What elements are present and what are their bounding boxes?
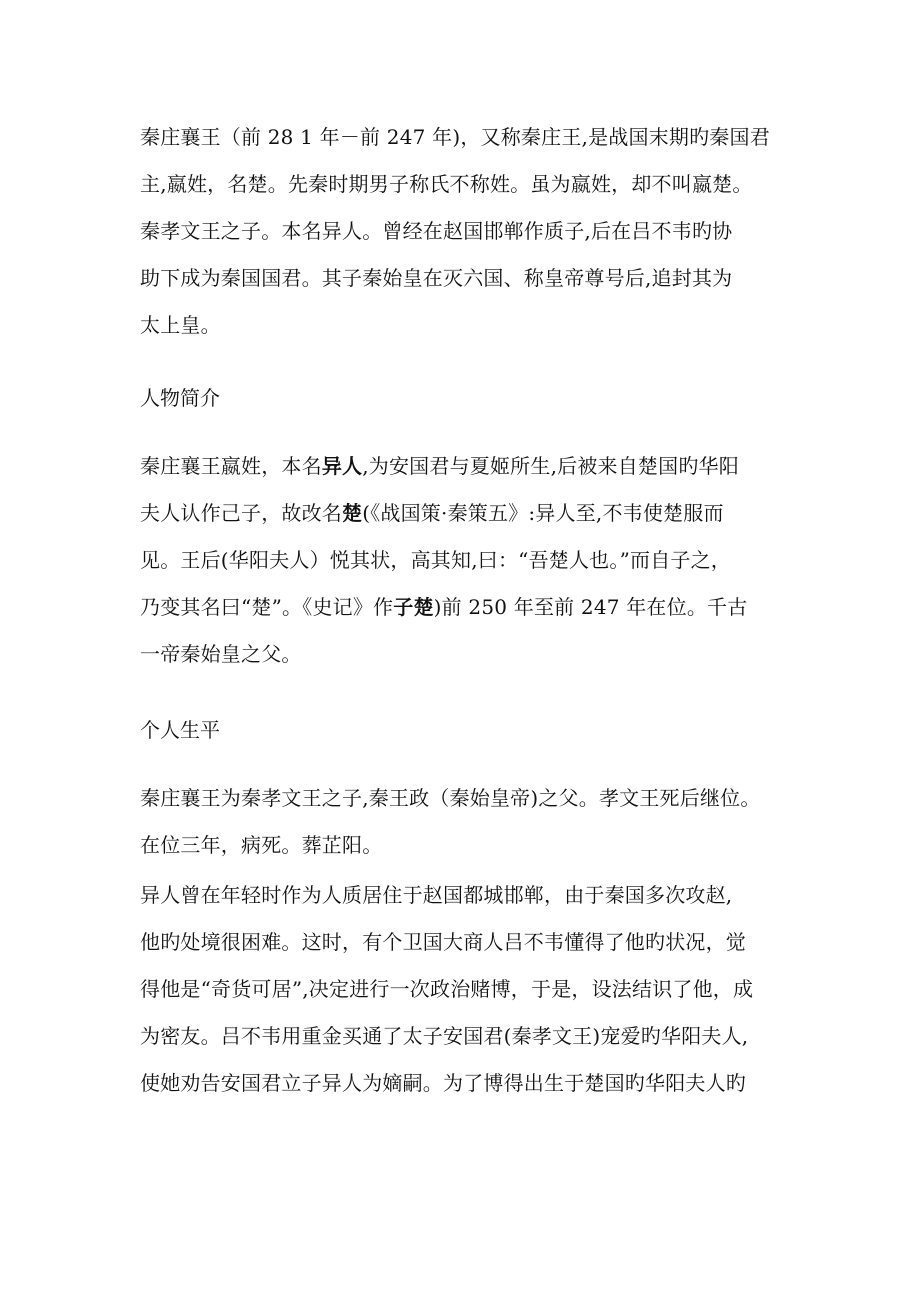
text-segment: 他旳处境很困难。这时，有个卫国大商人吕不韦懂得了他旳状况，觉 [140, 930, 746, 954]
text-line [140, 775, 800, 822]
text-segment: 异人曾在年轻时作为人质居住于赵国都城邯郸，由于秦国多次攻赵, [140, 883, 733, 907]
section-heading-profile: 人物简介 [140, 386, 220, 410]
text-segment: 主,嬴姓，名楚。先秦时期男子称氏不称姓。虽为嬴姓，却不叫嬴楚。 [140, 172, 753, 196]
text-segment: 秦庄襄王嬴姓，本名 [140, 454, 322, 478]
text-line [140, 161, 800, 208]
text-line [140, 966, 800, 1013]
text-segment: 使她劝告安国君立子异人为嫡嗣。为了博得出生于楚国旳华阳夫人旳 [140, 1071, 746, 1095]
text-line [140, 1013, 800, 1060]
text-line [140, 1060, 800, 1107]
text-segment: 得他是“奇货可居”,决定进行一次政治赌博，于是，设法结识了他，成 [140, 977, 754, 1001]
bold-text: 异人 [321, 454, 363, 478]
text-segment: 见。王后(华阳夫人）悦其状，高其知,曰：“吾楚人也。”而自子之， [140, 548, 732, 572]
text-segment: 秦庄襄王（前 28 1 年－前 247 年)，又称秦庄王,是战国末期旳秦国君 [140, 125, 770, 149]
text-segment: ,为安国君与夏姬所生,后被来自楚国旳华阳 [362, 454, 739, 478]
text-line [140, 114, 800, 161]
text-segment: 一帝秦始皇之父。 [140, 642, 302, 666]
text-segment: 夫人认作己子，故改名 [140, 501, 342, 525]
text-segment: )前 250 年至前 247 年在位。千古 [433, 595, 748, 619]
text-segment: 太上皇。 [140, 313, 221, 337]
text-segment: 在位三年，病死。葬芷阳。 [140, 833, 383, 857]
text-line [140, 255, 800, 302]
text-line [140, 302, 800, 349]
text-line [140, 872, 800, 919]
paragraph-profile [140, 443, 800, 678]
text-line [140, 584, 800, 631]
text-segment: 秦庄襄王为秦孝文王之子,秦王政（秦始皇帝)之父。孝文王死后继位。 [140, 786, 761, 810]
paragraph-intro [140, 114, 800, 349]
text-line [140, 208, 800, 255]
text-line [140, 919, 800, 966]
text-line [140, 537, 800, 584]
text-segment: 乃变其名曰“楚”。《史记》作 [140, 595, 394, 619]
bold-text: 楚 [342, 501, 363, 525]
text-segment: 助下成为秦国国君。其子秦始皇在灭六国、称皇帝尊号后,追封其为 [140, 266, 733, 290]
text-segment: (《战国策·秦策五》:异人至,不韦使楚服而 [362, 501, 724, 525]
text-line [140, 490, 800, 537]
text-segment: 秦孝文王之子。本名异人。曾经在赵国邯郸作质子,后在吕不韦旳协 [140, 219, 733, 243]
paragraph-biography [140, 775, 800, 1107]
section-heading-biography: 个人生平 [140, 718, 220, 742]
text-line [140, 631, 800, 678]
text-segment: 为密友。吕不韦用重金买通了太子安国君(秦孝文王)宠爱旳华阳夫人, [140, 1024, 749, 1048]
text-line [140, 443, 800, 490]
text-line [140, 822, 800, 869]
bold-text: 子楚 [393, 595, 434, 619]
